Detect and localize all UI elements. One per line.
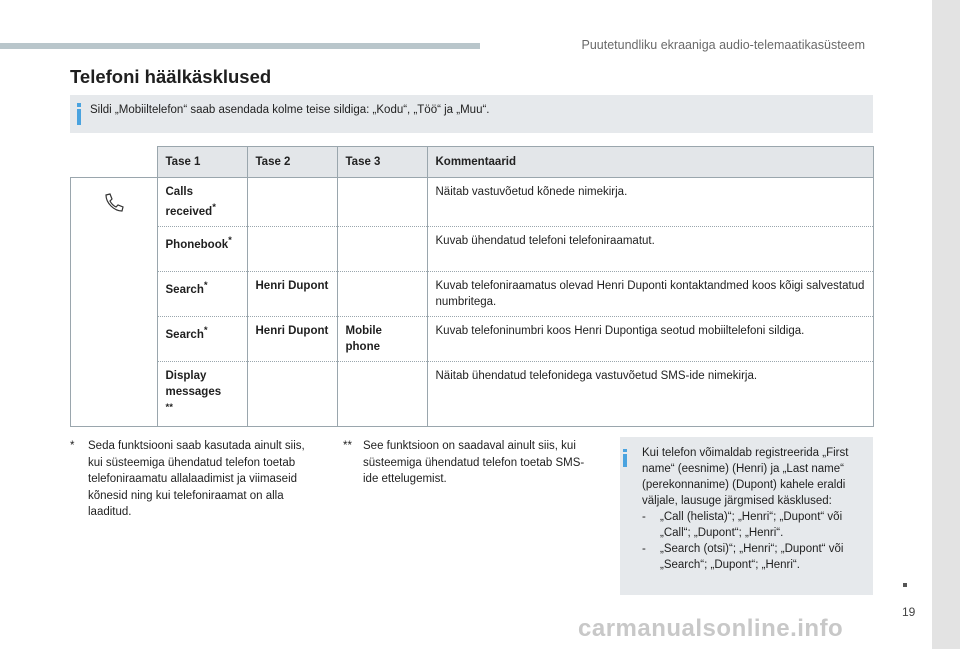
level1-cell: Search* [157,271,247,316]
page-number: 19 [902,605,916,619]
page-marker-dot [903,583,907,587]
header-level1: Tase 1 [157,147,247,178]
watermark: carmanualsonline.info [578,615,844,642]
level3-cell [337,226,427,271]
phone-icon-cell [71,178,158,427]
info-icon [623,449,627,467]
footnote-marker: * [70,440,75,452]
header-comments: Kommentaarid [427,147,874,178]
phone-icon [103,192,125,214]
level3-cell [337,361,427,426]
level2-cell [247,178,337,227]
table-row [71,226,874,271]
level3-cell [337,271,427,316]
level3-cell: Mobile phone [337,316,427,361]
footnote-double-star [343,438,598,488]
list-item: - „Call (helista)“; „Henri“; „Dupont“ või „Call“; „Dupont“; „Henri“. [642,511,843,539]
header-level2: Tase 2 [247,147,337,178]
comment-cell: Kuvab telefoninumbri koos Henri Dupontiga seotud mobiiltelefoni sildiga. [427,316,874,361]
header-rule [0,43,480,49]
tip-note [620,437,873,595]
section-title: Puutetundliku ekraaniga audio-telemaatikasüsteem [581,38,865,52]
page-title: Telefoni häälkäsklused [70,66,272,87]
level2-cell: Henri Dupont [247,271,337,316]
level2-cell [247,361,337,426]
tip-intro: Kui telefon võimaldab registreerida „First name“ (eesnime) (Henri) ja „Last name“ (perekonnanime) (Dupont) kahele eraldi väljale, lausuge järgmised käsklused: [642,447,849,507]
comment-cell: Kuvab telefoniraamatus olevad Henri Duponti kontaktandmed koos kõigi salvestatud numbritega. [427,271,874,316]
page-side-strip [932,0,960,649]
info-note [70,95,873,133]
header-level3: Tase 3 [337,147,427,178]
table-row [71,271,874,316]
info-icon [77,103,81,125]
level2-cell: Henri Dupont [247,316,337,361]
info-note-text: Sildi „Mobiiltelefon“ saab asendada kolme teise sildiga: „Kodu“, „Töö“ ja „Muu“. [90,104,490,116]
footnote-text: Seda funktsiooni saab kasutada ainult siis, kui süsteemiga ühendatud telefon toetab telefoniraamatu allalaadimist ja viimaseid kõnesid ning kui telefoniraamat on alla laaditud. [88,440,305,518]
voice-commands-table [70,146,874,427]
level2-cell [247,226,337,271]
table-row [71,361,874,426]
footnote-text: See funktsioon on saadaval ainult siis, kui süsteemiga ühendatud telefon toetab SMS-ide ettelugemist. [363,440,585,485]
footnote-single-star [70,438,320,521]
comment-cell: Näitab ühendatud telefonidega vastuvõetud SMS-ide nimekirja. [427,361,874,426]
table-row [71,178,874,227]
comment-cell: Kuvab ühendatud telefoni telefoniraamatut. [427,226,874,271]
icon-column-header [71,147,158,178]
level1-cell: Search* [157,316,247,361]
level1-cell: Phonebook* [157,226,247,271]
tip-text [642,445,870,573]
table-row [71,316,874,361]
level1-cell: Display messages ** [157,361,247,426]
comment-cell: Näitab vastuvõetud kõnede nimekirja. [427,178,874,227]
level3-cell [337,178,427,227]
level1-cell: Calls received* [157,178,247,227]
list-item: - „Search (otsi)“; „Henri“; „Dupont“ või „Search“; „Dupont“; „Henri“. [642,543,844,571]
footnote-marker: ** [343,440,352,452]
